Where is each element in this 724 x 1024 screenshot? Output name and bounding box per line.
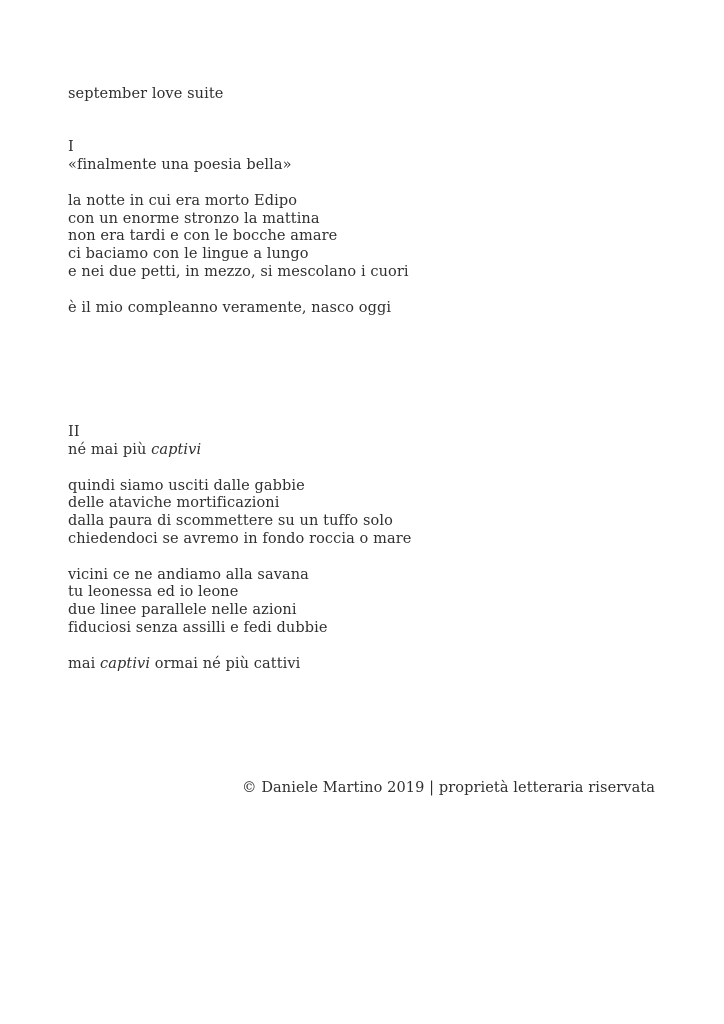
plain-text: e nei due petti, in mezzo, si mescolano i cuori	[68, 263, 409, 280]
plain-text: due linee parallele nelle azioni	[68, 602, 297, 619]
plain-text: la notte in cui era morto Edipo	[68, 192, 298, 209]
section-subtitle	[68, 157, 655, 175]
plain-text: con un enorme stronzo la mattina	[68, 210, 320, 227]
italic-text: captivi	[100, 655, 151, 672]
plain-text: delle ataviche mortificazioni	[68, 495, 280, 512]
poem-section	[68, 139, 655, 317]
plain-text: fiduciosi senza assilli e fedi dubbie	[68, 619, 328, 636]
poem-line	[68, 495, 655, 513]
section-number: I	[68, 139, 74, 156]
poem-line	[68, 300, 655, 318]
poem-sections	[68, 139, 655, 780]
plain-text: mai	[68, 655, 101, 672]
section-header	[68, 139, 655, 175]
plain-text: è il mio compleanno veramente, nasco oggi	[68, 299, 392, 316]
stanza	[68, 656, 655, 674]
poem-line	[68, 211, 655, 229]
poem-line	[68, 567, 655, 585]
plain-text: dalla paura di scommettere su un tuffo solo	[68, 513, 393, 530]
plain-text: chiedendoci se avremo in fondo roccia o mare	[68, 530, 412, 547]
poem-line	[68, 246, 655, 264]
poem-line	[68, 602, 655, 620]
plain-text: vicini ce ne andiamo alla savana	[68, 566, 309, 583]
section-number: II	[68, 424, 80, 441]
stanza	[68, 193, 655, 282]
copyright-line: © Daniele Martino 2019 | proprietà letteraria riservata	[242, 780, 655, 797]
poem-line	[68, 584, 655, 602]
poem-line	[68, 513, 655, 531]
plain-text: ci baciamo con le lingue a lungo	[68, 246, 309, 263]
plain-text: non era tardi e con le bocche amare	[68, 228, 338, 245]
poem-line	[68, 531, 655, 549]
poem-line	[68, 656, 655, 674]
stanza	[68, 300, 655, 318]
poem-line	[68, 478, 655, 496]
plain-text: quindi siamo usciti dalle gabbie	[68, 477, 305, 494]
plain-text: ormai né più cattivi	[150, 655, 301, 672]
poem-title: september love suite	[68, 86, 224, 102]
plain-text: né mai più	[68, 441, 152, 458]
poem-section	[68, 424, 655, 673]
poem-line	[68, 193, 655, 211]
plain-text: «finalmente una poesia bella»	[68, 157, 292, 174]
poem-line	[68, 620, 655, 638]
stanza	[68, 478, 655, 549]
plain-text: tu leonessa ed io leone	[68, 584, 239, 601]
italic-text: captivi	[151, 441, 202, 458]
section-header	[68, 424, 655, 460]
poem-line	[68, 264, 655, 282]
section-subtitle	[68, 442, 655, 460]
stanza	[68, 567, 655, 638]
poem-line	[68, 228, 655, 246]
